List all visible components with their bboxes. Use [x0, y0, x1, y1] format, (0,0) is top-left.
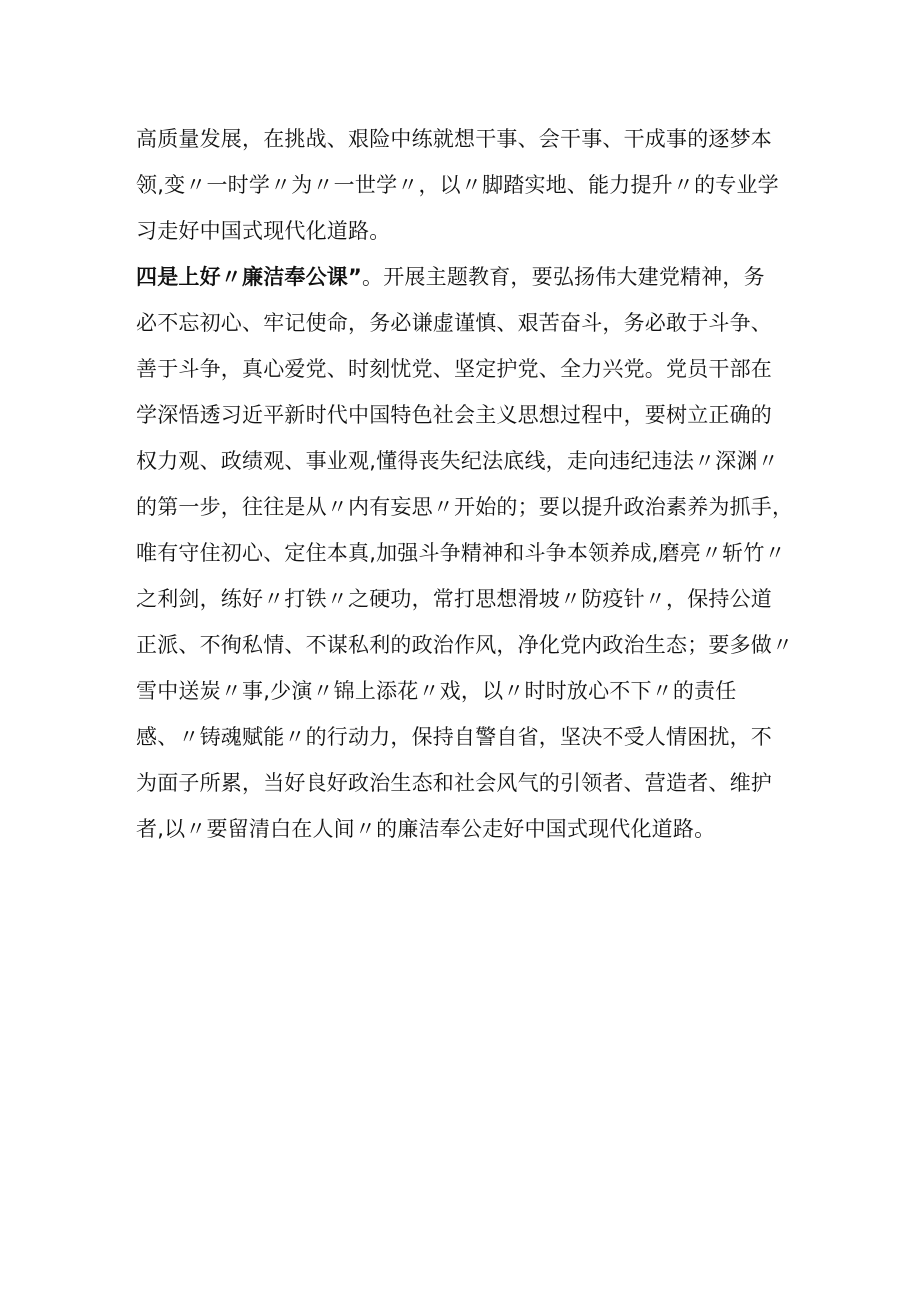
paragraph-line: 必不忘初心、牢记使命，务必谦虚谨慎、艰苦奋斗，务必敢于斗争、: [136, 311, 772, 335]
paragraph-line: 的第一步，往往是从〃内有妄思〃开始的；要以提升政治素养为抓手，: [136, 495, 794, 519]
paragraph-2: [136, 254, 816, 852]
paragraph-line: 高质量发展，在挑战、艰险中练就想干事、会干事、干成事的逐梦本: [136, 127, 772, 151]
paragraph-line: 感、〃铸魂赋能〃的行动力，保持自警自省，坚决不受人情困扰，不: [136, 725, 772, 749]
paragraph-line: 唯有守住初心、定住本真,加强斗争精神和斗争本领养成,磨亮〃斩竹〃: [136, 541, 786, 565]
paragraph-first-line: [136, 254, 816, 300]
paragraph-line: 正派、不徇私情、不谋私利的政治作风，净化党内政治生态；要多做〃: [136, 633, 794, 657]
body-text: [136, 116, 816, 852]
section-heading: 四是上好〃廉洁奉公课”: [136, 265, 363, 289]
paragraph-line: 善于斗争，真心爱党、时刻忧党、坚定护党、全力兴党。党员干部在: [136, 357, 772, 381]
paragraph-1: [136, 116, 816, 254]
paragraph-line: 学深悟透习近平新时代中国特色社会主义思想过程中，要树立正确的: [136, 403, 772, 427]
paragraph-line: 之利剑，练好〃打铁〃之硬功，常打思想滑坡〃防疫针〃，保持公道: [136, 587, 772, 611]
paragraph-line: 权力观、政绩观、事业观,懂得丧失纪法底线，走向违纪违法〃深渊〃: [136, 449, 779, 473]
paragraph-line: 者,以〃要留清白在人间〃的廉洁奉公走好中国式现代化道路。: [136, 817, 716, 841]
paragraph-line: 为面子所累，当好良好政治生态和社会风气的引领者、营造者、维护: [136, 771, 772, 795]
paragraph-line: 领,变〃一时学〃为〃一世学〃，以〃脚踏实地、能力提升〃的专业学: [136, 173, 779, 197]
paragraph-line: 习走好中国式现代化道路。: [136, 219, 391, 243]
paragraph-line-rest: 。开展主题教育，要弘扬伟大建党精神，务: [362, 265, 765, 289]
paragraph-line: 雪中送炭〃事,少演〃锦上添花〃戏，以〃时时放心不下〃的责任: [136, 679, 737, 703]
